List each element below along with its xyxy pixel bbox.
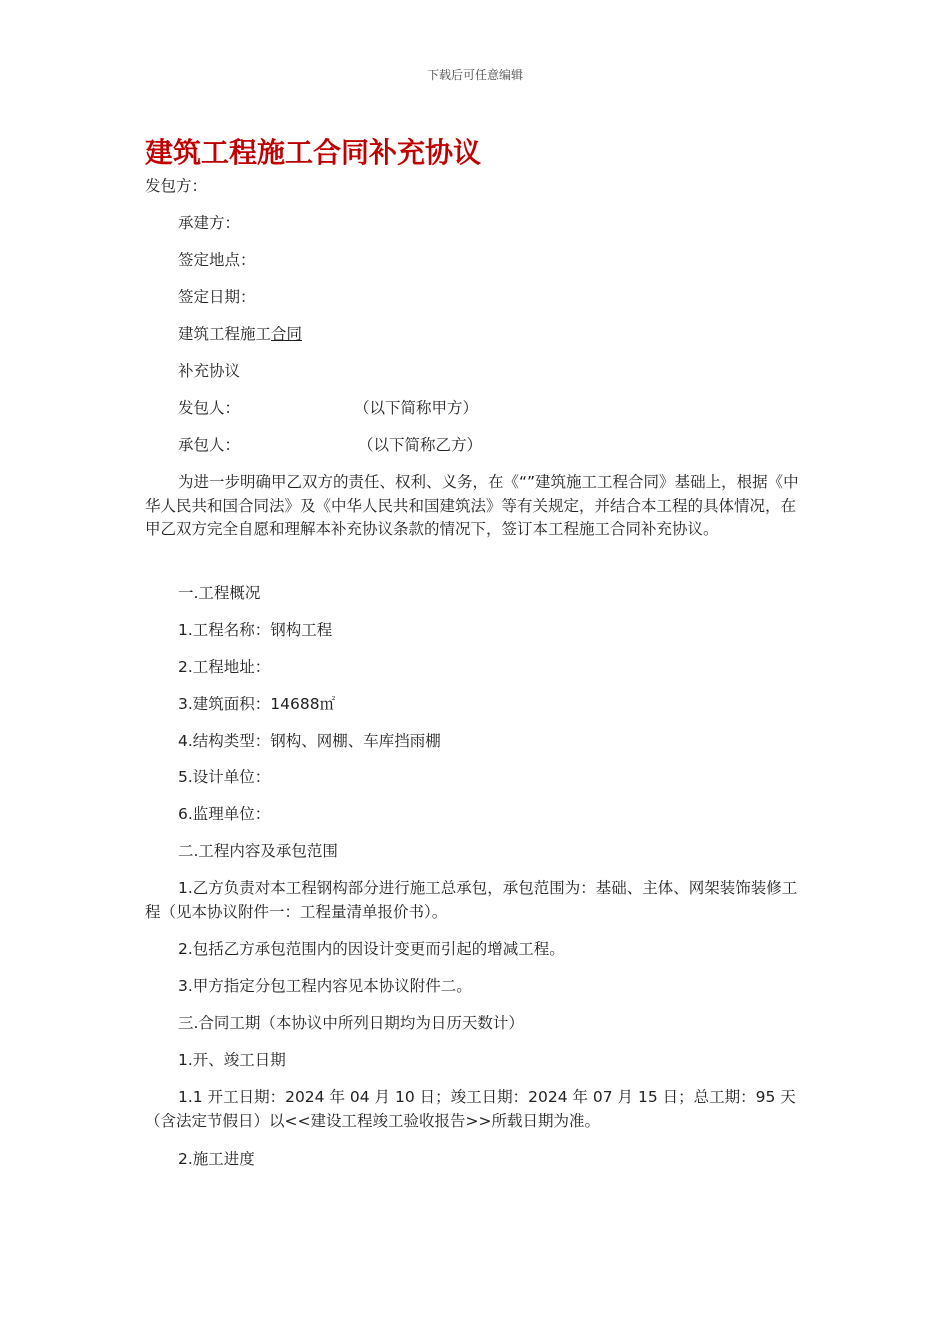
header-note: 下载后可任意编辑 — [426, 68, 523, 82]
section1-item: 3.建筑面积：14688㎡ — [178, 695, 336, 713]
contract-name-underlined: 合同 — [271, 325, 303, 343]
preamble-paragraph: 为进一步明确甲乙双方的责任、权利、义务，在《“”建筑施工工程合同》基础上，根据《中华人民共和国合同法》及《中华人民共和国建筑法》等有关规定，并结合本工程的具体情况，在甲乙双方完全自愿和理解本补充协议条款的情况下，签订本工程施工合同补充协议。 — [145, 473, 799, 538]
party-a-note: （以下简称甲方） — [354, 399, 479, 417]
section1-item: 2.工程地址： — [178, 658, 271, 676]
section1-item: 1.工程名称：钢构工程 — [178, 621, 333, 639]
contract-name-prefix: 建筑工程施工 — [178, 325, 272, 343]
contract-name-line — [178, 323, 302, 345]
party-a-label: 发包人： — [178, 399, 241, 417]
section2-item2: 2.包括乙方承包范围内的因设计变更而引起的增减工程。 — [178, 940, 565, 958]
party-b-note: （以下简称乙方） — [358, 436, 483, 454]
section1-item: 5.设计单位： — [178, 768, 271, 786]
section3-sub2: 2.施工进度 — [178, 1150, 255, 1168]
section3-sub1: 1.开、竣工日期 — [178, 1051, 286, 1069]
section2-item3: 3.甲方指定分包工程内容见本协议附件二。 — [178, 977, 472, 995]
section2-item1: 1.乙方负责对本工程钢构部分进行施工总承包，承包范围为：基础、主体、网架装饰装修工程（见本协议附件一：工程量清单报价书）。 — [145, 879, 798, 921]
field-sign-place: 签定地点： — [178, 251, 256, 269]
section1-heading: 一.工程概况 — [178, 584, 261, 602]
section2-heading: 二.工程内容及承包范围 — [178, 842, 338, 860]
section1-item: 6.监理单位： — [178, 805, 271, 823]
field-contractor: 承建方： — [178, 214, 241, 232]
contract-name-line2: 补充协议 — [178, 362, 241, 380]
document-title: 建筑工程施工合同补充协议 — [145, 136, 482, 169]
section3-heading: 三.合同工期（本协议中所列日期均为日历天数计） — [178, 1014, 524, 1032]
section3-sub1-1: 1.1 开工日期：2024 年 04 月 10 日；竣工日期：2024 年 07 月 15 日；总工期：95 天（含法定节假日）以<<建设工程竣工验收报告>>所载日期为准。 — [145, 1088, 796, 1130]
field-sign-date: 签定日期： — [178, 288, 256, 306]
section1-item: 4.结构类型：钢构、网棚、车库挡雨棚 — [178, 732, 441, 750]
party-b-label: 承包人： — [178, 436, 241, 454]
field-employer: 发包方： — [145, 177, 208, 195]
